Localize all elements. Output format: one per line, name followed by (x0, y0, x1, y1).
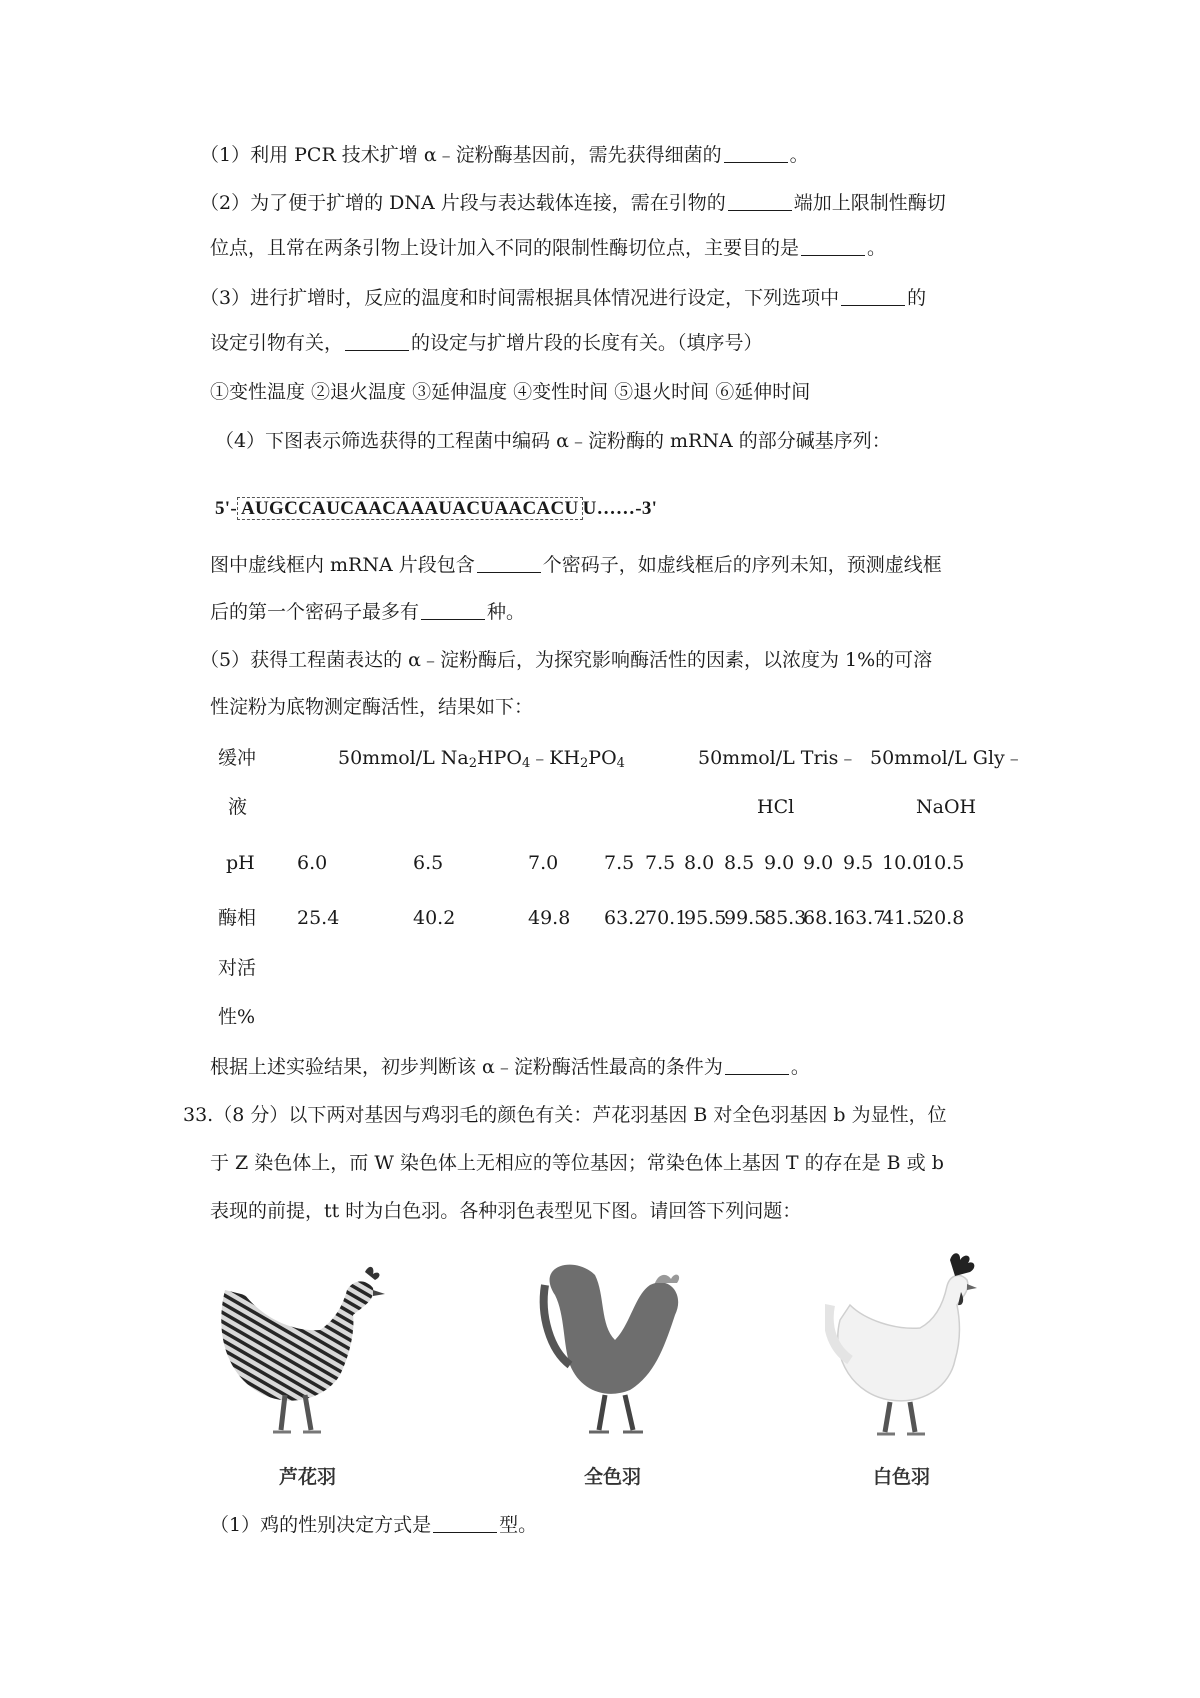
activity-value-3: 63.2 (604, 907, 647, 929)
ph-value-10: 10.0 (882, 852, 925, 874)
activity-label-cont: 对活 (218, 957, 257, 979)
mrna-sequence (215, 494, 657, 524)
solid-feather-label: 全色羽 (584, 1466, 642, 1488)
activity-value-11: 20.8 (922, 907, 965, 929)
activity-value-4: 70.1 (645, 907, 688, 929)
q33-line-2: 于 Z 染色体上，而 W 染色体上无相应的等位基因；常染色体上基因 T 的存在是 B 或 b (210, 1152, 944, 1174)
activity-value-1: 40.2 (413, 907, 456, 929)
activity-label: 酶相 (218, 907, 257, 929)
ph-value-6: 8.5 (724, 852, 755, 874)
q33-sub1: （1）鸡的性别决定方式是 型。 (210, 1514, 538, 1536)
sequence-prefix: 5'- (215, 498, 238, 519)
ph-value-4: 7.5 (645, 852, 676, 874)
activity-value-9: 63.7 (843, 907, 886, 929)
q3-line-1: （3）进行扩增时，反应的温度和时间需根据具体情况进行设定，下列选项中 的 (200, 287, 927, 309)
answer-blank[interactable] (841, 285, 905, 306)
ph-value-7: 9.0 (764, 852, 795, 874)
ph-value-9: 9.5 (843, 852, 874, 874)
q3-options: ①变性温度 ②退火温度 ③延伸温度 ④变性时间 ⑤退火时间 ⑥延伸时间 (210, 381, 811, 403)
answer-blank[interactable] (728, 190, 792, 211)
q4-line-2: 图中虚线框内 mRNA 片段包含 个密码子，如虚线框后的序列未知，预测虚线框 (210, 554, 942, 576)
q3-line-2: 设定引物有关， 的设定与扩增片段的长度有关。（填序号） (210, 332, 763, 354)
q1-line: （1）利用 PCR 技术扩增 α﹣淀粉酶基因前，需先获得细菌的 。 (200, 144, 809, 166)
answer-blank[interactable] (724, 142, 788, 163)
solid-rooster-image (525, 1255, 705, 1440)
answer-blank[interactable] (345, 330, 409, 351)
buffer-gly-cont: NaOH (916, 796, 977, 818)
q4-line-1: （4）下图表示筛选获得的工程菌中编码 α﹣淀粉酶的 mRNA 的部分碱基序列： (215, 430, 891, 452)
buffer-label: 缓冲 (218, 747, 257, 769)
q2-line-2: 位点，且常在两条引物上设计加入不同的限制性酶切位点，主要目的是 。 (210, 237, 887, 259)
buffer-label-cont: 液 (228, 796, 248, 818)
activity-value-7: 85.3 (764, 907, 807, 929)
ph-value-8: 9.0 (803, 852, 834, 874)
ph-value-2: 7.0 (528, 852, 559, 874)
activity-value-8: 68.1 (803, 907, 846, 929)
answer-blank[interactable] (725, 1054, 789, 1075)
sequence-dashed-box: AUGCCAUCAACAAAUACUAACACU (237, 497, 583, 520)
buffer-tris: 50mmol/L Tris﹣ (698, 747, 858, 769)
white-rooster-image (825, 1250, 1005, 1440)
ph-value-11: 10.5 (922, 852, 965, 874)
ph-value-1: 6.5 (413, 852, 444, 874)
activity-value-5: 95.5 (684, 907, 727, 929)
answer-blank[interactable] (433, 1512, 497, 1533)
ph-value-3: 7.5 (604, 852, 635, 874)
barred-feather-label: 芦花羽 (279, 1466, 337, 1488)
answer-blank[interactable] (801, 235, 865, 256)
sequence-suffix: U……-3' (582, 498, 658, 519)
q4-line-3: 后的第一个密码子最多有 种。 (210, 601, 526, 623)
buffer-phosphate: 50mmol/L $Na_2HPO_4﹣KH_2PO_4$ (338, 747, 625, 771)
q5-line-2: 性淀粉为底物测定酶活性，结果如下： (210, 696, 534, 718)
barred-rooster-image (215, 1260, 395, 1440)
buffer-gly: 50mmol/L Gly﹣ (870, 747, 1024, 769)
white-feather-label: 白色羽 (873, 1466, 931, 1488)
activity-label-end: 性% (218, 1006, 256, 1028)
activity-value-2: 49.8 (528, 907, 571, 929)
answer-blank[interactable] (477, 552, 541, 573)
activity-value-0: 25.4 (297, 907, 340, 929)
ph-value-0: 6.0 (297, 852, 328, 874)
answer-blank[interactable] (421, 599, 485, 620)
activity-value-6: 99.5 (724, 907, 767, 929)
buffer-tris-cont: HCl (757, 796, 795, 818)
q33-line-1: 33.（8 分）以下两对基因与鸡羽毛的颜色有关：芦花羽基因 B 对全色羽基因 b 为显性，位 (183, 1104, 947, 1126)
q2-line-1: （2）为了便于扩增的 DNA 片段与表达载体连接，需在引物的 端加上限制性酶切 (200, 192, 946, 214)
q33-line-3: 表现的前提，tt 时为白色羽。各种羽色表型见下图。请回答下列问题： (210, 1200, 802, 1222)
q5-line-3: 根据上述实验结果，初步判断该 α﹣淀粉酶活性最高的条件为 。 (210, 1056, 810, 1078)
q5-line-1: （5）获得工程菌表达的 α﹣淀粉酶后，为探究影响酶活性的因素，以浓度为 1%的可溶 (200, 649, 933, 671)
ph-value-5: 8.0 (684, 852, 715, 874)
ph-label: pH (226, 852, 255, 874)
activity-value-10: 41.5 (882, 907, 925, 929)
